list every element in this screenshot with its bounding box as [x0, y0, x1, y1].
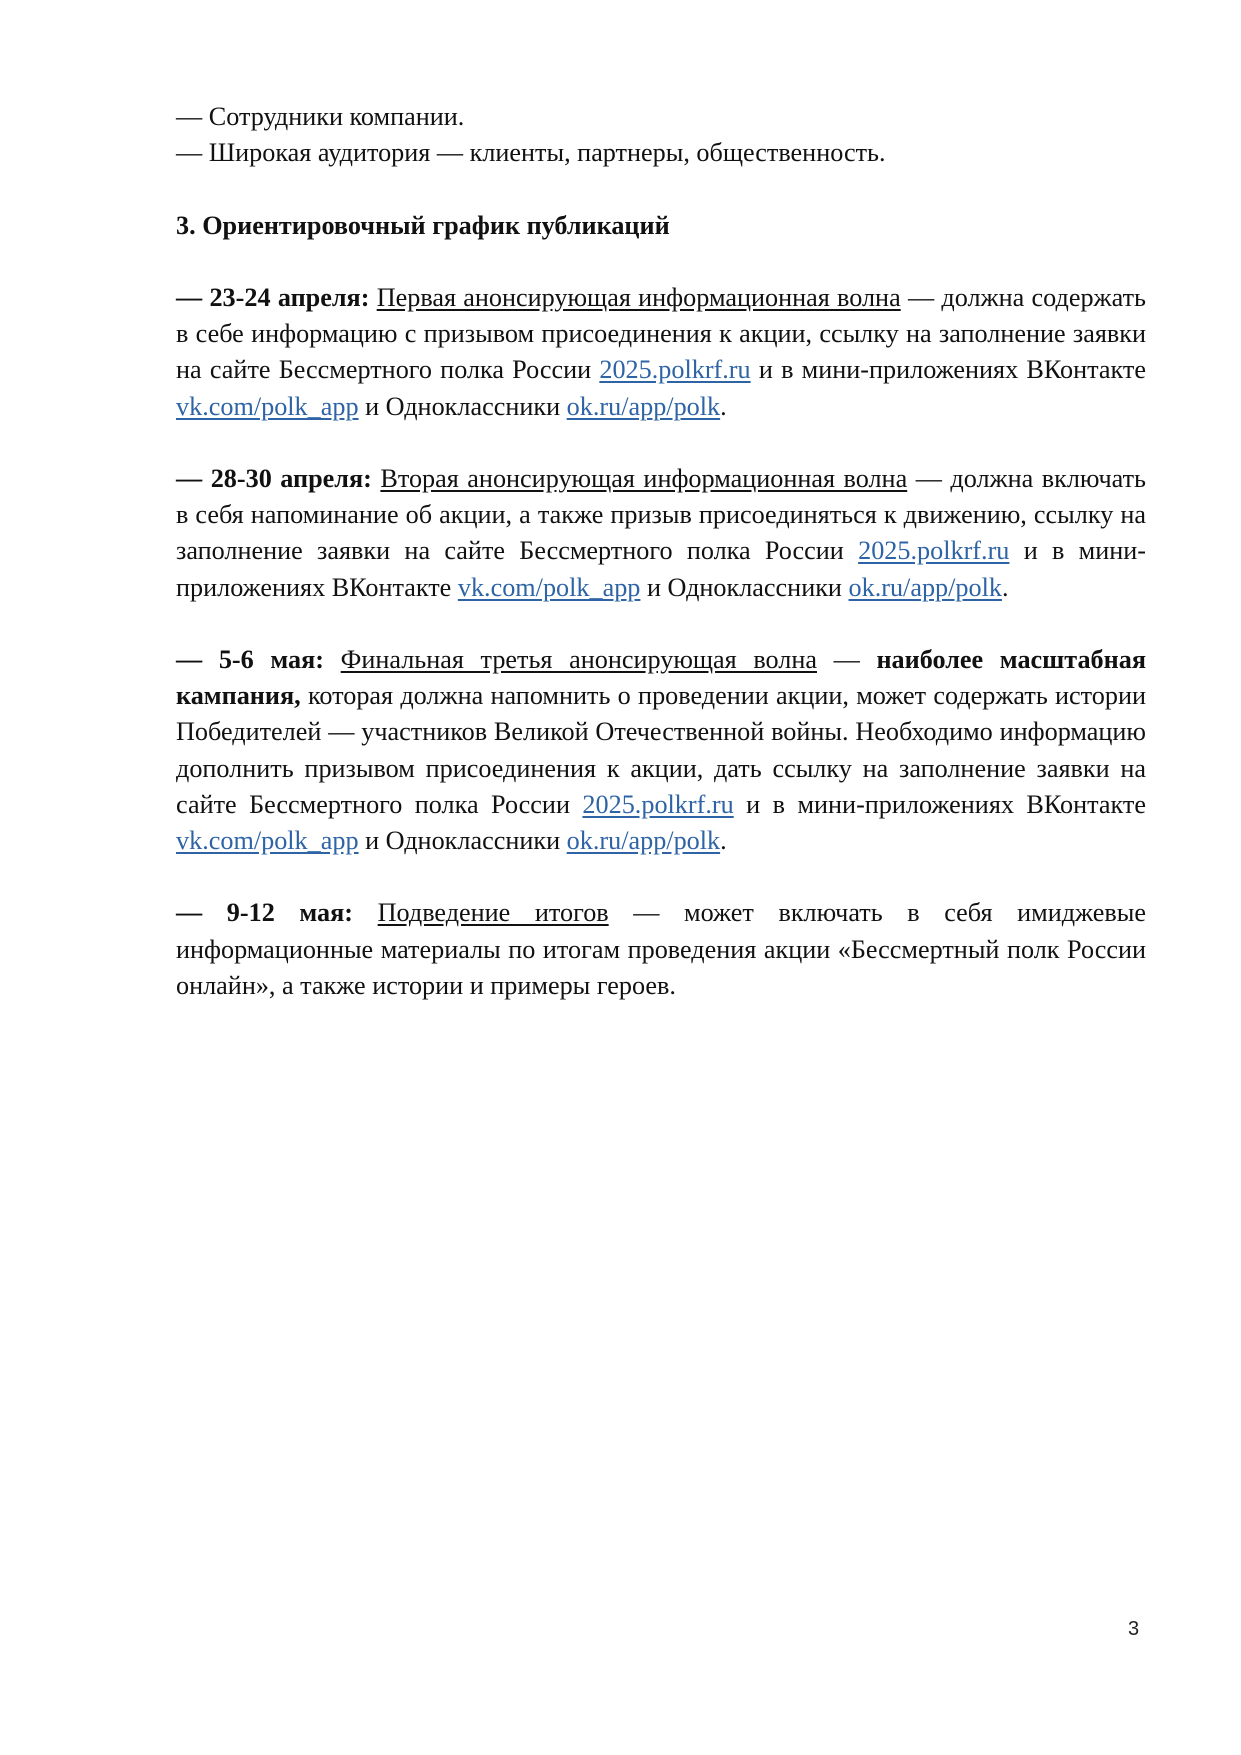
audience-item-wide: — Широкая аудитория — клиенты, партнеры, общественность.	[176, 138, 886, 168]
schedule-text: и в мини-приложениях ВКонтакте	[733, 789, 1146, 819]
section-title: 3. Ориентировочный график публикаций	[176, 210, 670, 240]
schedule-date: — 28-30 апреля:	[176, 463, 372, 493]
schedule-text: и Одноклассники	[640, 572, 849, 602]
spacer	[176, 171, 1146, 207]
ok-link[interactable]: ok.ru/app/polk	[566, 391, 721, 421]
schedule-title: Вторая анонсирующая информационная волна	[380, 463, 908, 493]
schedule-title: Подведение итогов	[377, 898, 609, 928]
schedule-dash: —	[817, 644, 877, 674]
vk-link[interactable]: vk.com/polk_app	[176, 391, 359, 421]
schedule-highlight: наиболее масштабная кампания,	[176, 644, 1146, 711]
site-link[interactable]: 2025.polkrf.ru	[582, 789, 734, 819]
schedule-text: — должна включать в себя напоминание об акции, а также призыв присоединяться к движению, ссылку на заполнение заявки на сайте Бессмертного полка России	[176, 463, 1146, 566]
site-link[interactable]: 2025.polkrf.ru	[858, 536, 1010, 566]
ok-link[interactable]: ok.ru/app/polk	[848, 572, 1002, 602]
vk-link[interactable]: vk.com/polk_app	[457, 572, 641, 602]
vk-link[interactable]: vk.com/polk_app	[176, 826, 359, 855]
page-content	[176, 99, 1146, 1004]
schedule-date: — 9-12 мая:	[176, 898, 354, 928]
site-link[interactable]: 2025.polkrf.ru	[599, 355, 751, 385]
schedule-text: и Одноклассники	[358, 391, 567, 421]
schedule-text: — должна содержать в себе информацию с призывом присоединения к акции, ссылку на заполнение заявки на сайте Бессмертного полка России	[176, 282, 1146, 385]
spacer	[176, 859, 1146, 895]
page-number: 3	[1128, 1618, 1140, 1640]
audience-item-employees: — Сотрудники компании.	[176, 102, 465, 131]
schedule-item-3	[176, 642, 1146, 859]
spacer	[176, 606, 1146, 642]
schedule-text: .	[720, 826, 727, 855]
schedule-text: и в мини-приложениях ВКонтакте	[750, 355, 1146, 385]
schedule-item-4	[176, 895, 1146, 1004]
schedule-text: .	[1001, 572, 1009, 602]
schedule-date: — 5-6 мая:	[176, 644, 325, 674]
schedule-text: и в мини-приложениях ВКонтакте	[176, 536, 1146, 602]
schedule-title: Финальная третья анонсирующая волна	[340, 644, 817, 674]
spacer	[176, 425, 1146, 461]
schedule-date: — 23-24 апреля:	[176, 282, 370, 312]
schedule-item-1	[176, 280, 1146, 425]
schedule-item-2	[176, 461, 1146, 606]
schedule-title: Первая анонсирующая информационная волна	[376, 282, 901, 312]
spacer	[176, 244, 1146, 280]
ok-link[interactable]: ok.ru/app/polk	[566, 826, 721, 855]
schedule-text: — может включать в себя имиджевые информационные материалы по итогам проведения акции «Бессмертный полк России онлайн», а также истории и примеры героев.	[176, 898, 1146, 1000]
schedule-text: .	[720, 391, 727, 421]
schedule-text: которая должна напомнить о проведении акции, может содержать истории Победителей — участников Великой Отечественной войны. Необходимо информацию дополнить призывом присоединения к акции, дать ссылку на заполнение заявки на сайте Бессмертного полка России	[176, 681, 1146, 819]
schedule-text: и Одноклассники	[358, 826, 567, 855]
